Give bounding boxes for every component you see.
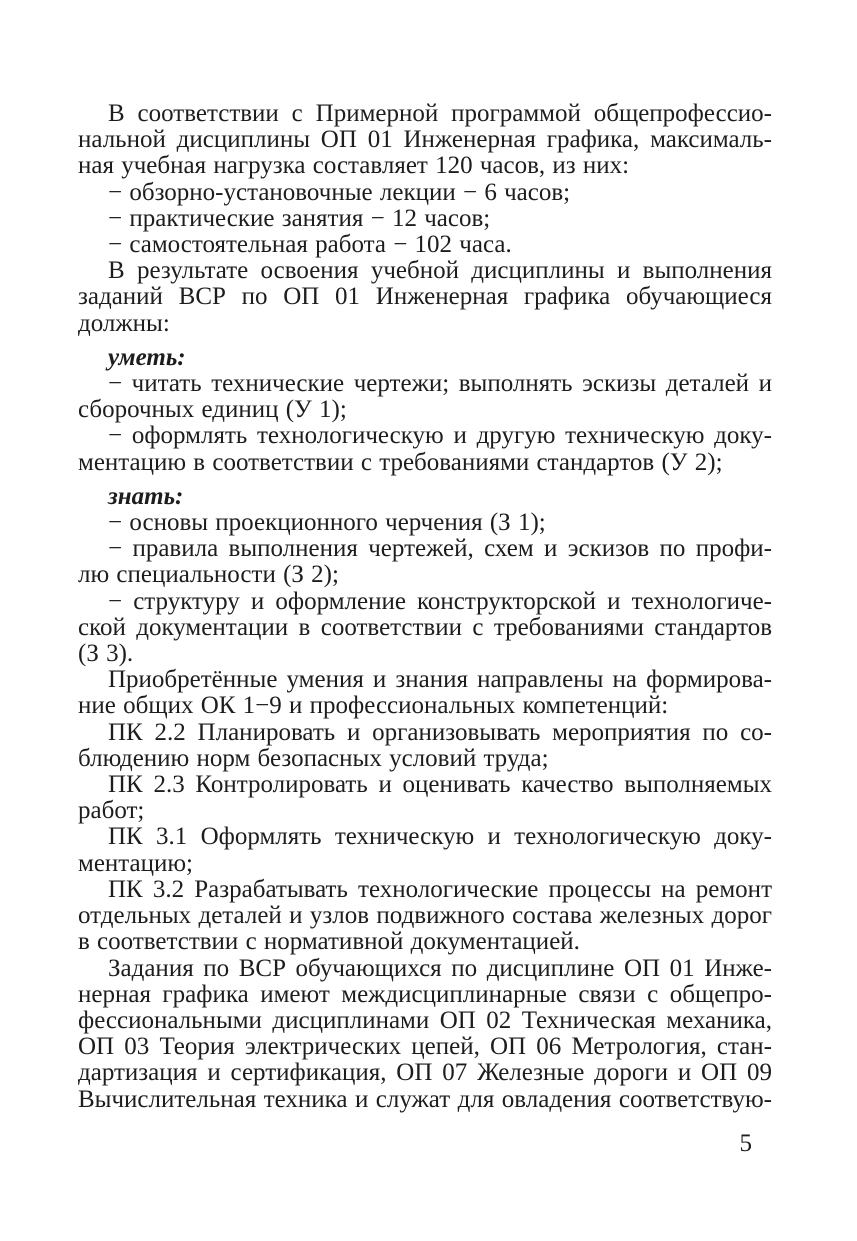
paragraph: [78, 206, 772, 232]
paragraph: [78, 956, 772, 1113]
text-line: − самостоятельная работа − 102 часа.: [108, 231, 512, 259]
text-line: − правила выполнения чертежей, схем и эскизов по профи-: [108, 535, 772, 563]
section-subheading: [78, 484, 772, 510]
paragraph: [78, 720, 772, 772]
text-line: лю специальности (З 2);: [78, 561, 339, 589]
text-line: − оформлять технологическую и другую техническую доку-: [108, 422, 772, 450]
text-line: − структуру и оформление конструкторской и технологиче-: [108, 587, 772, 615]
text-line: ние общих ОК 1−9 и профессиональных компетенций:: [78, 692, 669, 720]
text-line: ментацию;: [78, 849, 194, 877]
paragraph: [78, 423, 772, 475]
text-line: ПК 3.1 Оформлять техническую и технологическую доку-: [108, 823, 772, 851]
text-line: заданий ВСР по ОП 01 Инженерная графика обучающиеся: [78, 283, 772, 311]
text-line: ской документации в соответствии с требованиями стандартов: [78, 613, 772, 641]
text-line: − практические занятия − 12 часов;: [108, 204, 491, 232]
text-line: В соответствии с Примерной программой общепрофессио-: [108, 100, 772, 127]
paragraph: [78, 101, 772, 180]
paragraph: [78, 510, 772, 536]
text-line: ментацию в соответствии с требованиями стандартов (У 2);: [78, 448, 723, 476]
paragraph: [78, 536, 772, 588]
text-line: нерная графика имеют междисциплинарные связи с общепро-: [78, 980, 772, 1008]
text-line: Вычислительная техника и служат для овладения соответствую-: [78, 1085, 772, 1113]
text-line: − основы проекционного черчения (З 1);: [108, 509, 546, 537]
text-line: ПК 2.3 Контролировать и оценивать качество выполняемых: [108, 771, 772, 799]
text-line: в соответствии с нормативной документацией.: [78, 928, 580, 956]
text-line: уметь:: [108, 343, 186, 371]
section-subheading: [78, 345, 772, 371]
text-line: сборочных единиц (У 1);: [78, 396, 347, 424]
paragraph: [78, 877, 772, 956]
text-line: работ;: [78, 797, 145, 825]
text-line: ПК 3.2 Разрабатывать технологические процессы на ремонт: [108, 875, 772, 903]
text-line: дартизация и сертификация, ОП 07 Железные дороги и ОП 09: [78, 1059, 772, 1087]
text-line: − обзорно-установочные лекции − 6 часов;: [108, 178, 571, 206]
text-line: ная учебная нагрузка составляет 120 часов, из них:: [78, 152, 630, 180]
paragraph: [78, 589, 772, 668]
text-line: должны:: [78, 309, 170, 337]
text-line: ОП 03 Теория электрических цепей, ОП 06 Метрология, стан-: [78, 1033, 772, 1061]
paragraph: [78, 824, 772, 876]
text-line: В результате освоения учебной дисциплины и выполнения: [108, 257, 772, 285]
text-line: знать:: [108, 482, 184, 510]
text-line: фессиональными дисциплинами ОП 02 Техническая механика,: [78, 1006, 772, 1034]
text-line: Задания по ВСР обучающихся по дисциплине ОП 01 Инже-: [108, 954, 772, 982]
text-line: нальной дисциплины ОП 01 Инженерная графика, максималь-: [78, 126, 772, 154]
page-number: 5: [739, 1130, 752, 1157]
paragraph: [78, 180, 772, 206]
paragraph: [78, 371, 772, 423]
text-line: отдельных деталей и узлов подвижного состава железных дорог: [78, 902, 772, 930]
page-body-text: [78, 101, 772, 1113]
text-line: − читать технические чертежи; выполнять эскизы деталей и: [108, 370, 772, 398]
paragraph: [78, 667, 772, 719]
paragraph: [78, 772, 772, 824]
paragraph: [78, 258, 772, 337]
paragraph: [78, 232, 772, 258]
text-line: (З 3).: [78, 640, 134, 668]
text-line: блюдению норм безопасных условий труда;: [78, 744, 549, 772]
text-line: Приобретённые умения и знания направлены на формирова-: [108, 666, 772, 694]
text-line: ПК 2.2 Планировать и организовывать мероприятия по со-: [108, 718, 772, 746]
